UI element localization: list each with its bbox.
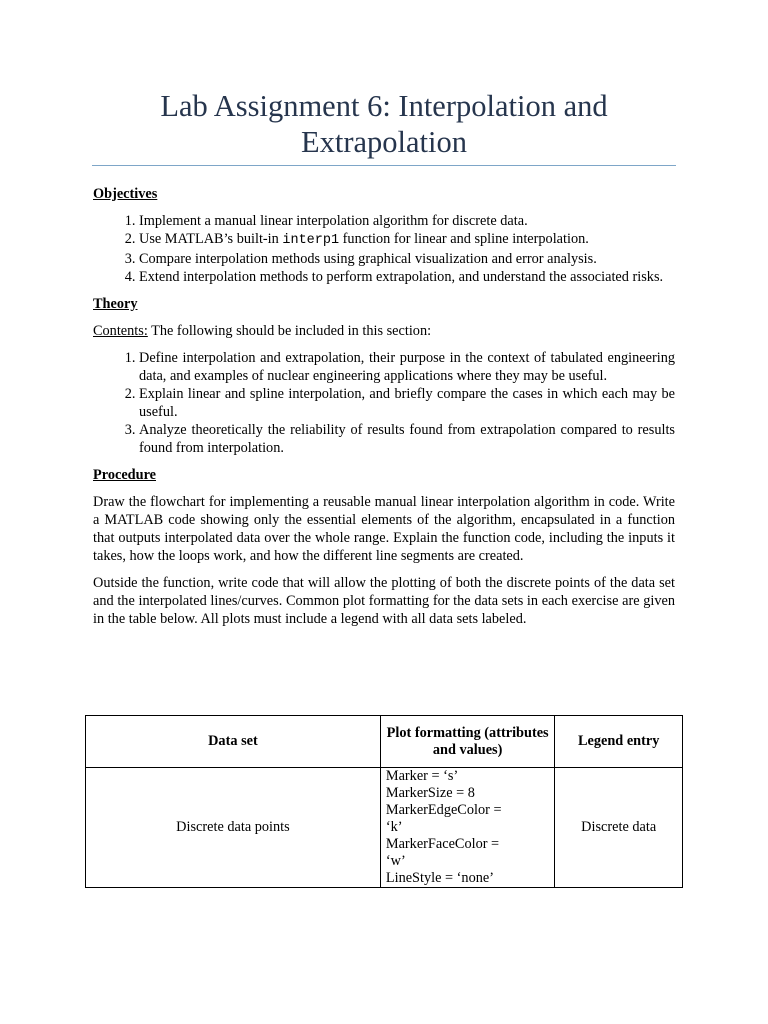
theory-heading: Theory (93, 296, 138, 312)
theory-item: 3. Analyze theoretically the reliability of results found from extrapolation compared to results found from interpolation. (139, 421, 675, 457)
procedure-paragraph-2: Outside the function, write code that will allow the plotting of both the discrete points of the data set and the interpolated lines/curves. Common plot formatting for the data sets in each exercise are given in the table below. All plots must include a legend with all data sets labeled. (93, 575, 675, 627)
format-line: MarkerSize = 8 (385, 785, 475, 801)
theory-contents-line (93, 322, 675, 340)
theory-list (93, 349, 675, 457)
cell-data-set: Discrete data points (86, 768, 381, 888)
cell-formatting (380, 768, 555, 888)
procedure-paragraph-1: Draw the flowchart for implementing a reusable manual linear interpolation algorithm in code. Write a MATLAB code showing only the essential elements of the algorithm, encapsulated in a function that outputs interpolated data over the whole range. Explain the function code, including the inputs it takes, how the loops work, and how the different line segments are created. (93, 494, 675, 564)
header-data-set: Data set (86, 716, 381, 768)
objective-item (139, 230, 675, 250)
document-body (93, 185, 675, 637)
contents-label: Contents: (93, 323, 148, 339)
objective-item: 4. Extend interpolation methods to perform extrapolation, and understand the associated risks. (139, 268, 675, 286)
procedure-heading: Procedure (93, 467, 156, 483)
format-line: ‘w’ (385, 853, 406, 869)
title-line-1: Lab Assignment 6: Interpolation and (160, 89, 608, 123)
objective-item: 3. Compare interpolation methods using graphical visualization and error analysis. (139, 250, 675, 268)
objectives-list (93, 212, 675, 286)
header-legend-entry: Legend entry (555, 716, 683, 768)
format-line: ‘k’ (385, 819, 403, 835)
objective-text: function for linear and spline interpolation. (339, 231, 589, 247)
format-line: Marker = ‘s’ (385, 768, 459, 784)
document-title (92, 88, 676, 160)
contents-text: The following should be included in this section: (147, 323, 432, 339)
table-header-row (86, 716, 683, 768)
objective-text: Use MATLAB’s built-in (139, 231, 283, 247)
format-line: MarkerFaceColor = (385, 836, 500, 852)
cell-legend-entry: Discrete data (555, 768, 683, 888)
table-row (86, 768, 683, 888)
theory-item: 1. Define interpolation and extrapolation, their purpose in the context of tabulated engineering data, and examples of nuclear engineering applications where they may be useful. (139, 349, 675, 385)
header-plot-formatting: Plot formatting (attributes and values) (380, 716, 555, 768)
interp1-code: interp1 (282, 233, 340, 248)
plot-formatting-table (85, 715, 683, 888)
objective-item: 1. Implement a manual linear interpolation algorithm for discrete data. (139, 212, 675, 230)
title-divider (92, 165, 676, 166)
theory-item: 2. Explain linear and spline interpolation, and briefly compare the cases in which each may be useful. (139, 385, 675, 421)
objectives-heading: Objectives (93, 186, 158, 202)
title-line-2: Extrapolation (300, 125, 467, 159)
format-line: MarkerEdgeColor = (385, 802, 502, 818)
format-line: LineStyle = ‘none’ (385, 870, 494, 886)
